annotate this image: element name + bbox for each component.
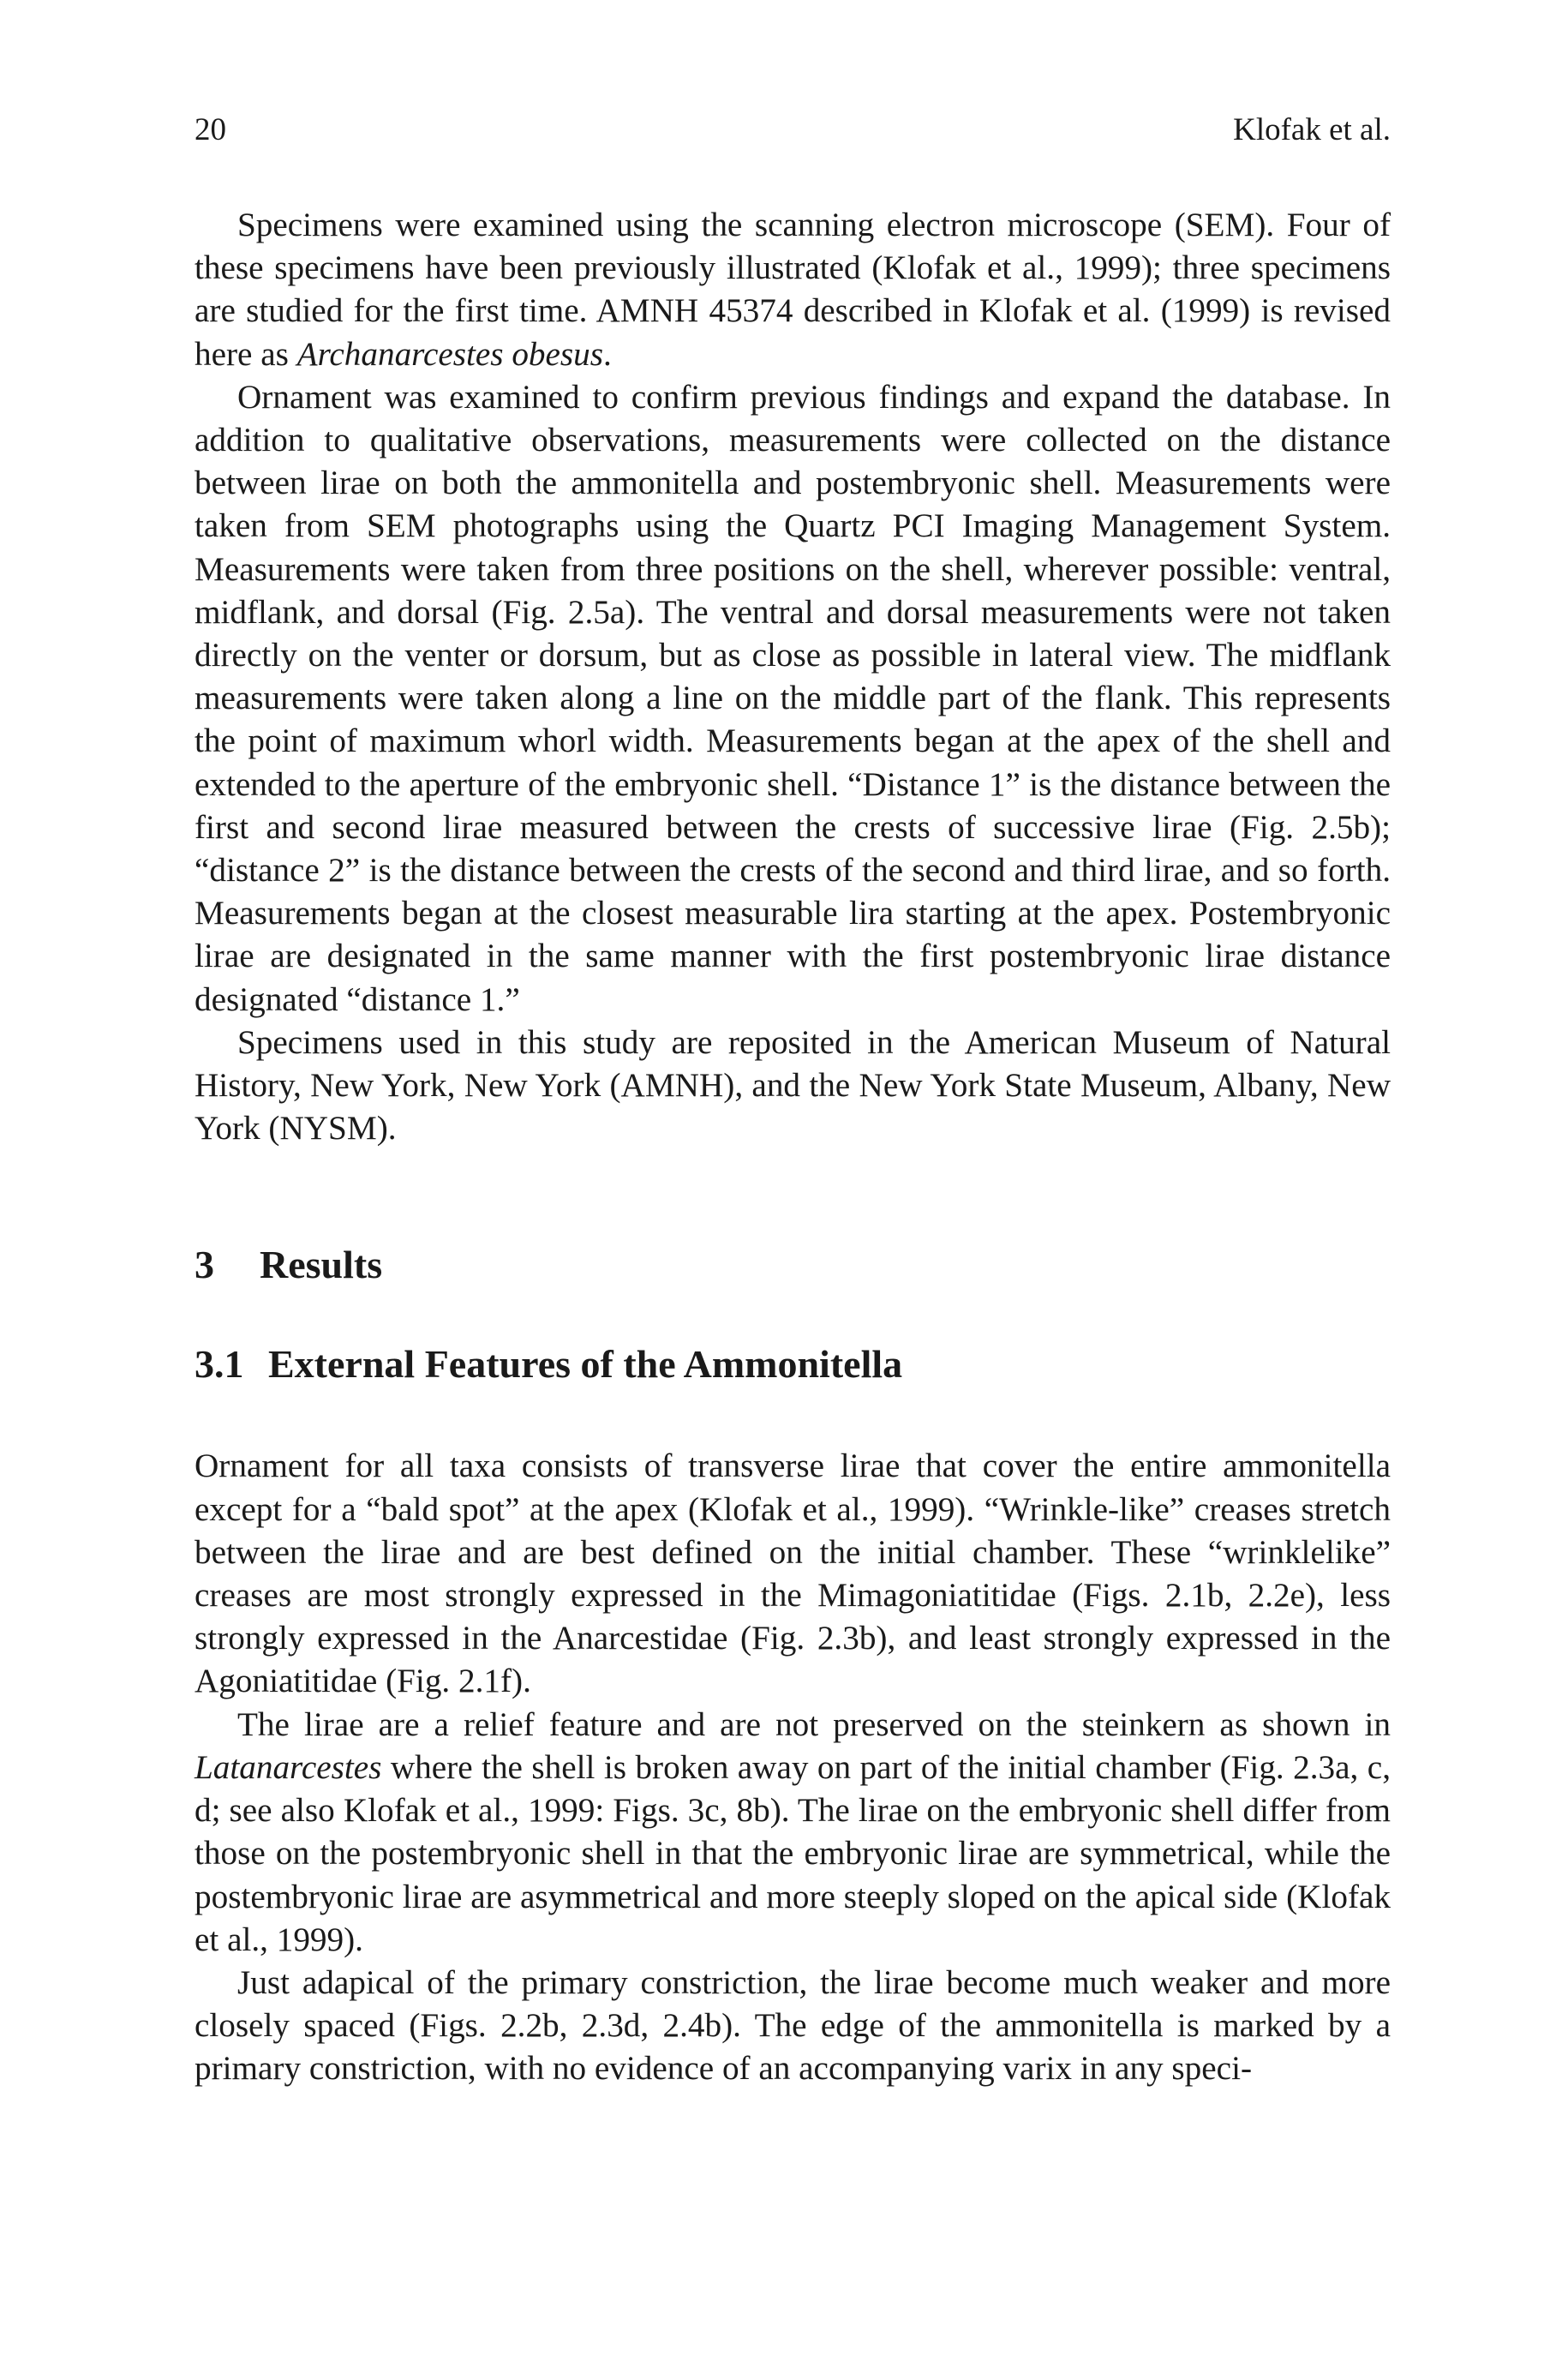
- results-text: [195, 1445, 1391, 2090]
- results-paragraph-3: Just adapical of the primary constriction, the lirae become much weaker and more closely spaced (Figs. 2.2b, 2.3d, 2.4b). The edge of the ammonitella is marked by a primary constriction, with no evidence of an accompanying varix in any speci-: [195, 1963, 1391, 2088]
- methods-text: [195, 204, 1391, 1150]
- methods-paragraph-3: Specimens used in this study are reposited in the American Museum of Natural History, New York, New York (AMNH), and the New York State Museum, Albany, New York (NYSM).: [195, 1023, 1391, 1148]
- running-head: [195, 111, 1391, 163]
- methods-paragraph-1: Specimens were examined using the scanning electron microscope (SEM). Four of these specimens have been previously illustrated (Klofak et al., 1999); three specimens are studied for the first time. AMNH 45374 described in Klofak et al. (1999) is revised here as Archanarcestes obesus.: [195, 207, 1391, 373]
- subsection-number: 3.1: [195, 1342, 244, 1387]
- page: [195, 111, 1391, 2091]
- section-number: 3: [195, 1243, 214, 1287]
- page-number: 20: [195, 112, 226, 147]
- running-title: Klofak et al.: [1233, 112, 1391, 147]
- section-title: Results: [260, 1243, 383, 1287]
- subsection-heading: [195, 1340, 1391, 1388]
- section-heading: [195, 1241, 1391, 1289]
- subsection-title: External Features of the Ammonitella: [268, 1342, 903, 1387]
- taxon-name: Latanarcestes: [195, 1748, 382, 1786]
- results-paragraph-1: Ornament for all taxa consists of transverse lirae that cover the entire ammonitella except for a “bald spot” at the apex (Klofak et al., 1999). “Wrinkle-like” creases stretch between the lirae and are best defined on the initial chamber. These “wrinklelike” creases are most strongly expressed in the Mimagoniatitidae (Figs. 2.1b, 2.2e), less strongly expressed in the Anarcestidae (Fig. 2.3b), and least strongly expressed in the Agoniatitidae (Fig. 2.1f).: [195, 1447, 1391, 1700]
- methods-paragraph-2: Ornament was examined to confirm previous findings and expand the database. In addition to qualitative observations, measurements were collected on the distance between lirae on both the ammonitella and postembryonic shell. Measurements were taken from SEM photographs using the Quartz PCI Imaging Management System. Measurements were taken from three positions on the shell, wherever possible: ventral, midflank, and dorsal (Fig. 2.5a). The ventral and dorsal measurements were not taken directly on the venter or dorsum, but as close as possible in lateral view. The midflank measurements were taken along a line on the middle part of the flank. This represents the point of maximum whorl width. Measurements began at the apex of the shell and extended to the aperture of the embryonic shell. “Distance 1” is the distance between the first and second lirae measured between the crests of successive lirae (Fig. 2.5b); “distance 2” is the distance between the crests of the second and third lirae, and so forth. Measurements began at the closest measurable lira starting at the apex. Postembryonic lirae are designated in the same manner with the first postembryonic lirae distance designated “distance 1.”: [195, 378, 1391, 1018]
- results-paragraph-2: The lirae are a relief feature and are not preserved on the steinkern as shown in Latanarcestes where the shell is broken away on part of the initial chamber (Fig. 2.3a, c, d; see also Klofak et al., 1999: Figs. 3c, 8b). The lirae on the embryonic shell differ from those on the postembryonic shell in that the embryonic lirae are symmetrical, while the postembryonic lirae are asymmetrical and more steeply sloped on the apical side (Klofak et al., 1999).: [195, 1705, 1391, 1958]
- taxon-name: Archanarcestes obesus: [296, 335, 604, 373]
